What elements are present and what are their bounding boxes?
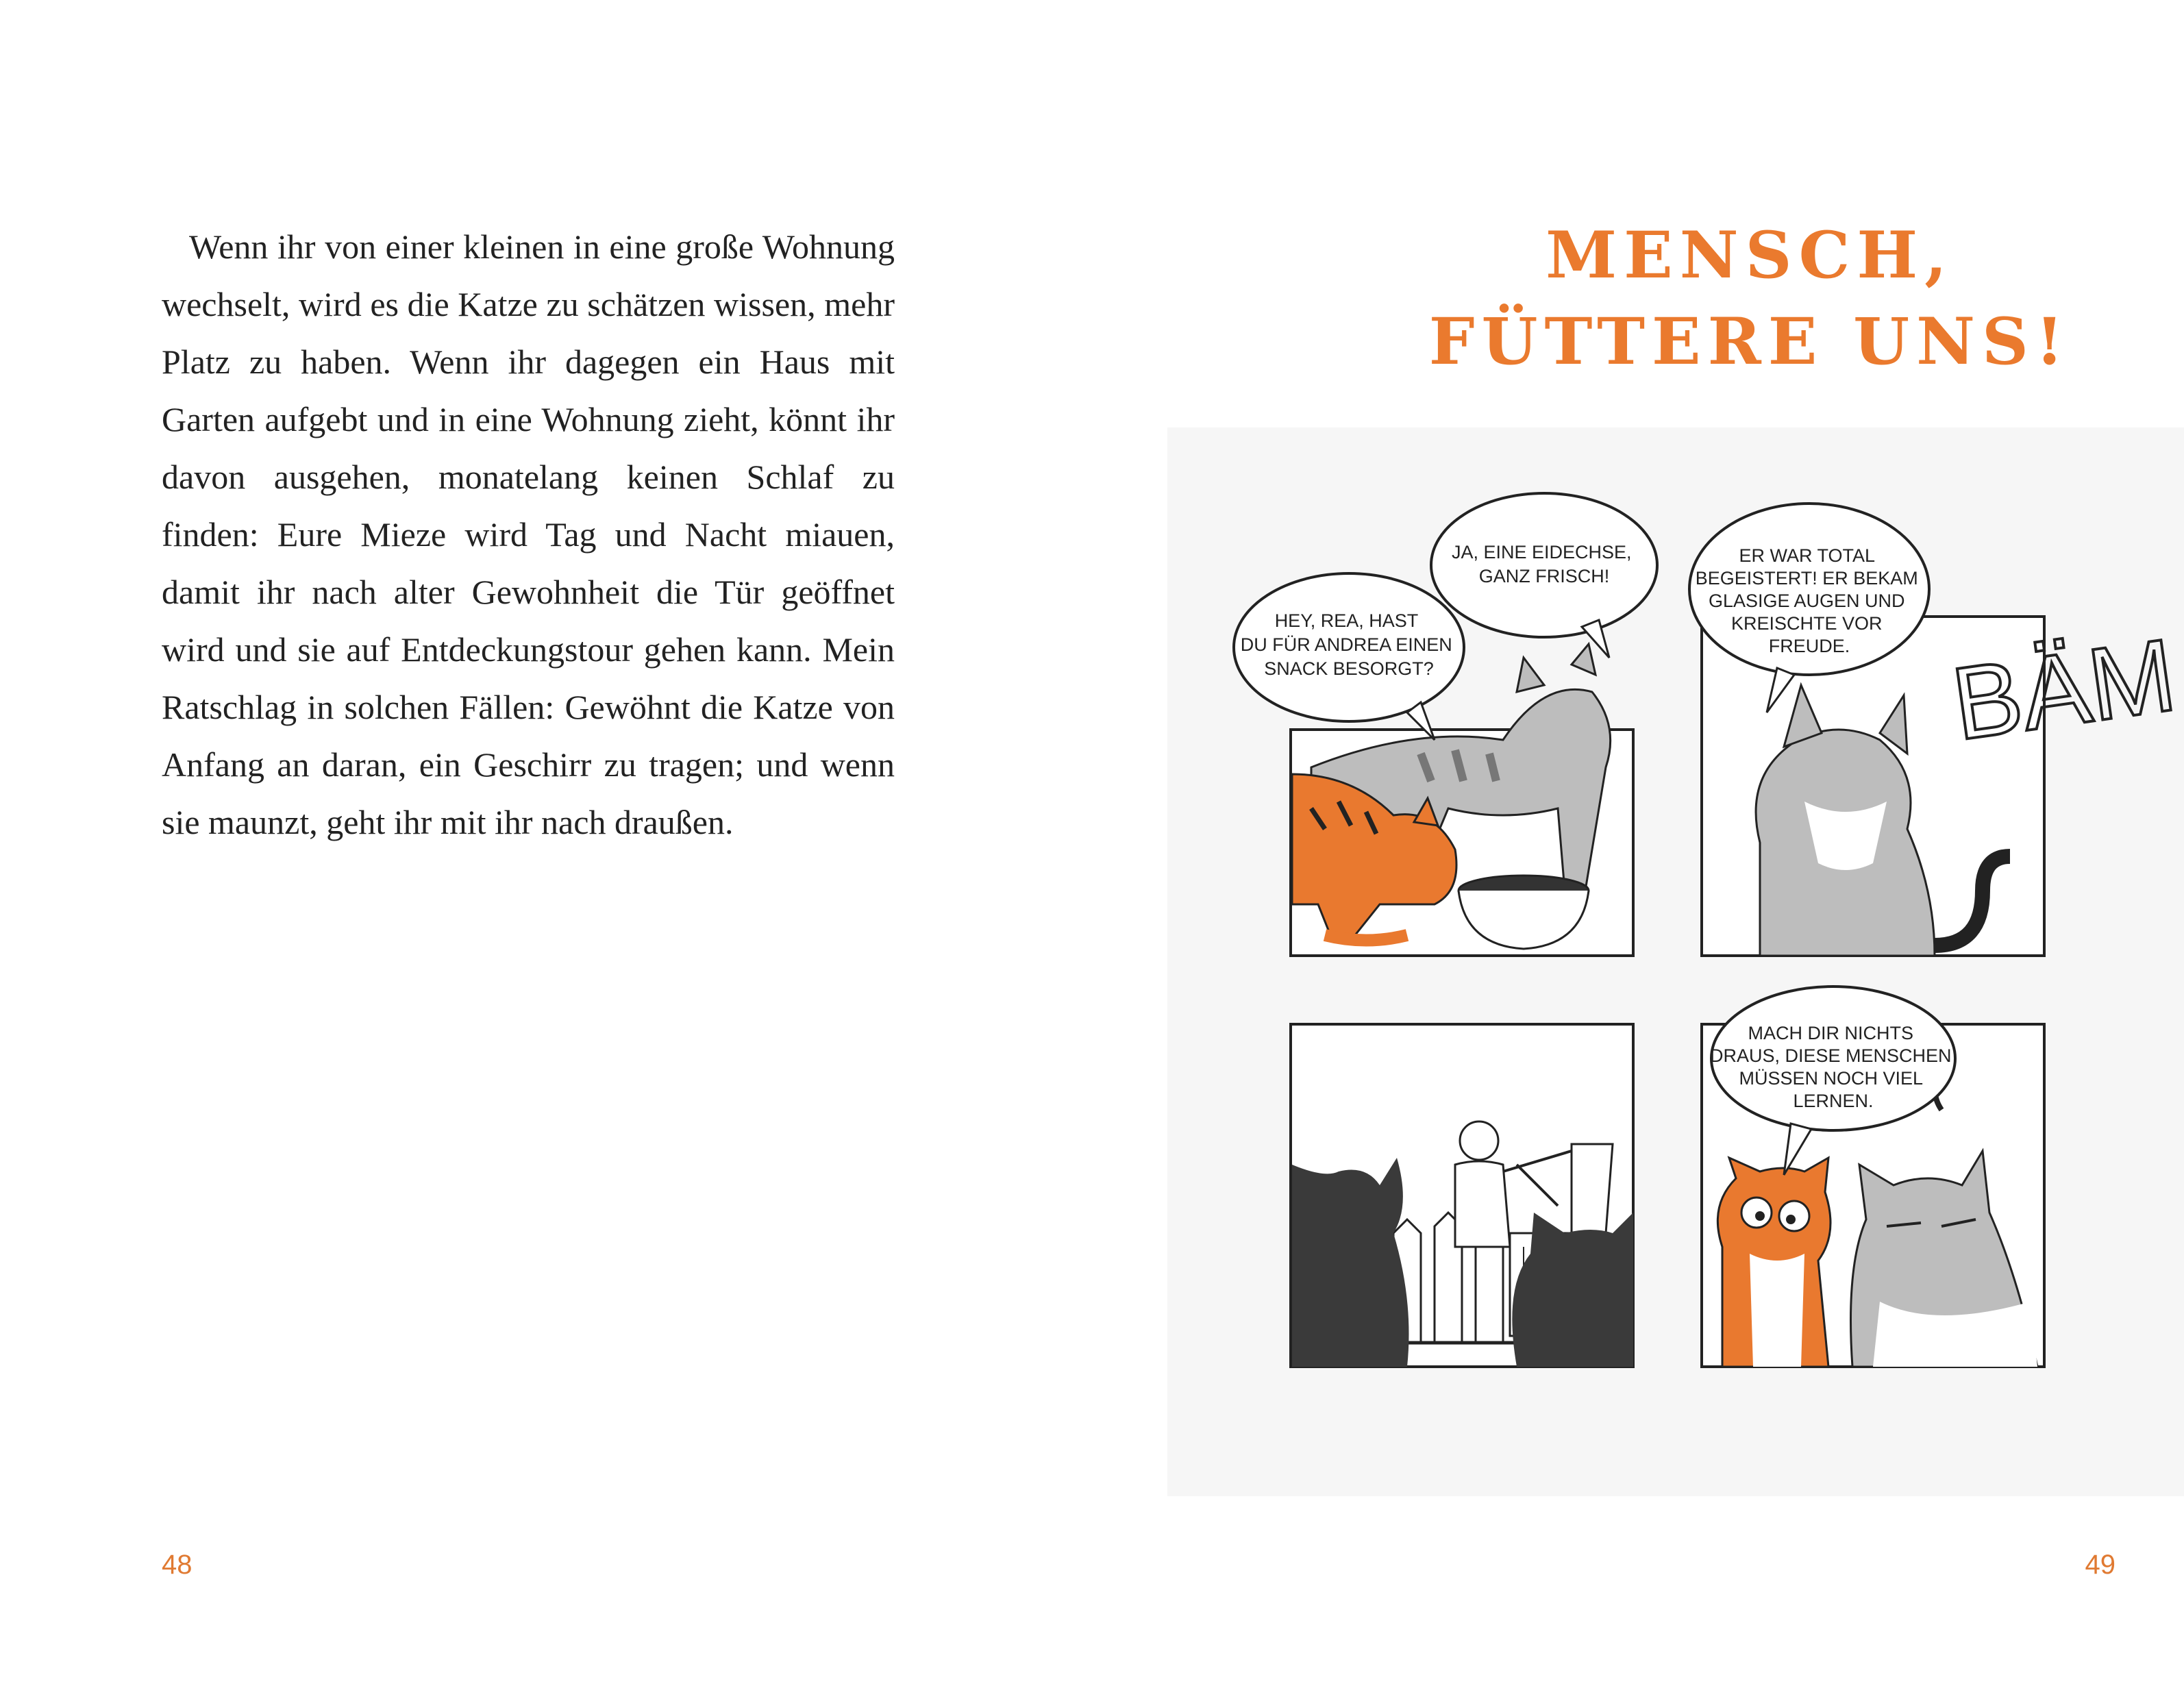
bubble-4-line-3: MÜSSEN NOCH VIEL	[1739, 1068, 1923, 1089]
speech-bubble-1b	[1431, 493, 1657, 658]
page-number-left: 48	[162, 1550, 193, 1580]
bubble-2-line-4: KREISCHTE VOR	[1730, 613, 1883, 634]
page-number-right: 49	[2085, 1550, 2115, 1580]
sound-effect-bam: BÄM	[1946, 617, 2183, 762]
bubble-2-line-1: ER WAR TOTAL	[1739, 545, 1875, 566]
panel-4	[1702, 987, 2044, 1367]
bubble-2-line-2: BEGEISTERT! ER BEKAM	[1695, 568, 1918, 588]
right-page	[1092, 0, 2184, 1699]
black-cat-silhouette-left-icon	[1292, 1158, 1409, 1367]
speech-bubble-1a	[1234, 573, 1464, 740]
chapter-title-line-2: FÜTTERE UNS!	[1428, 304, 2071, 380]
bubble-2-line-3: GLASIGE AUGEN UND	[1708, 591, 1905, 611]
ginger-cat-surprised-icon	[1717, 1158, 1831, 1367]
panel-1	[1234, 493, 1657, 956]
body-paragraph: Wenn ihr von einer kleinen in eine große Wohnung wechselt, wird es die Katze zu schätzen wissen, mehr Platz zu haben. Wenn ihr dagegen ein Haus mit Garten aufgebt und in eine Wohnung zieht, könnt ihr davon ausgehen, monatelang keinen Schlaf zu finden: Eure Mieze wird Tag und Nacht miauen, damit ihr nach alter Gewohnheit die Tür geöffnet wird und sie auf Entdeckungstour gehen kann. Mein Ratschlag in solchen Fällen: Gewöhnt die Katze von Anfang an daran, ein Geschirr zu tragen; und wenn sie maunzt, geht ihr mit ihr nach draußen.	[162, 227, 895, 841]
bubble-4-line-4: LERNEN.	[1793, 1091, 1874, 1111]
bubble-4-line-2: DRAUS, DIESE MENSCHEN	[1709, 1045, 1952, 1066]
bubble-1a-line-3: SNACK BESORGT?	[1264, 658, 1434, 679]
panel-2	[1689, 504, 2182, 956]
comic-strip	[1092, 0, 2184, 1699]
bubble-1a-line-1: HEY, REA, HAST	[1274, 610, 1418, 631]
bubble-2-line-5: FREUDE.	[1768, 636, 1850, 656]
bubble-1a-line-2: DU FÜR ANDREA EINEN	[1240, 634, 1452, 655]
panel-3	[1291, 1024, 1633, 1367]
bubble-1b-line-1: JA, EINE EIDECHSE,	[1451, 542, 1632, 562]
bubble-4-line-1: MACH DIR NICHTS	[1748, 1023, 1913, 1043]
bubble-1b-line-2: GANZ FRISCH!	[1478, 566, 1610, 586]
chapter-title-line-1: MENSCH,	[1546, 218, 1954, 293]
